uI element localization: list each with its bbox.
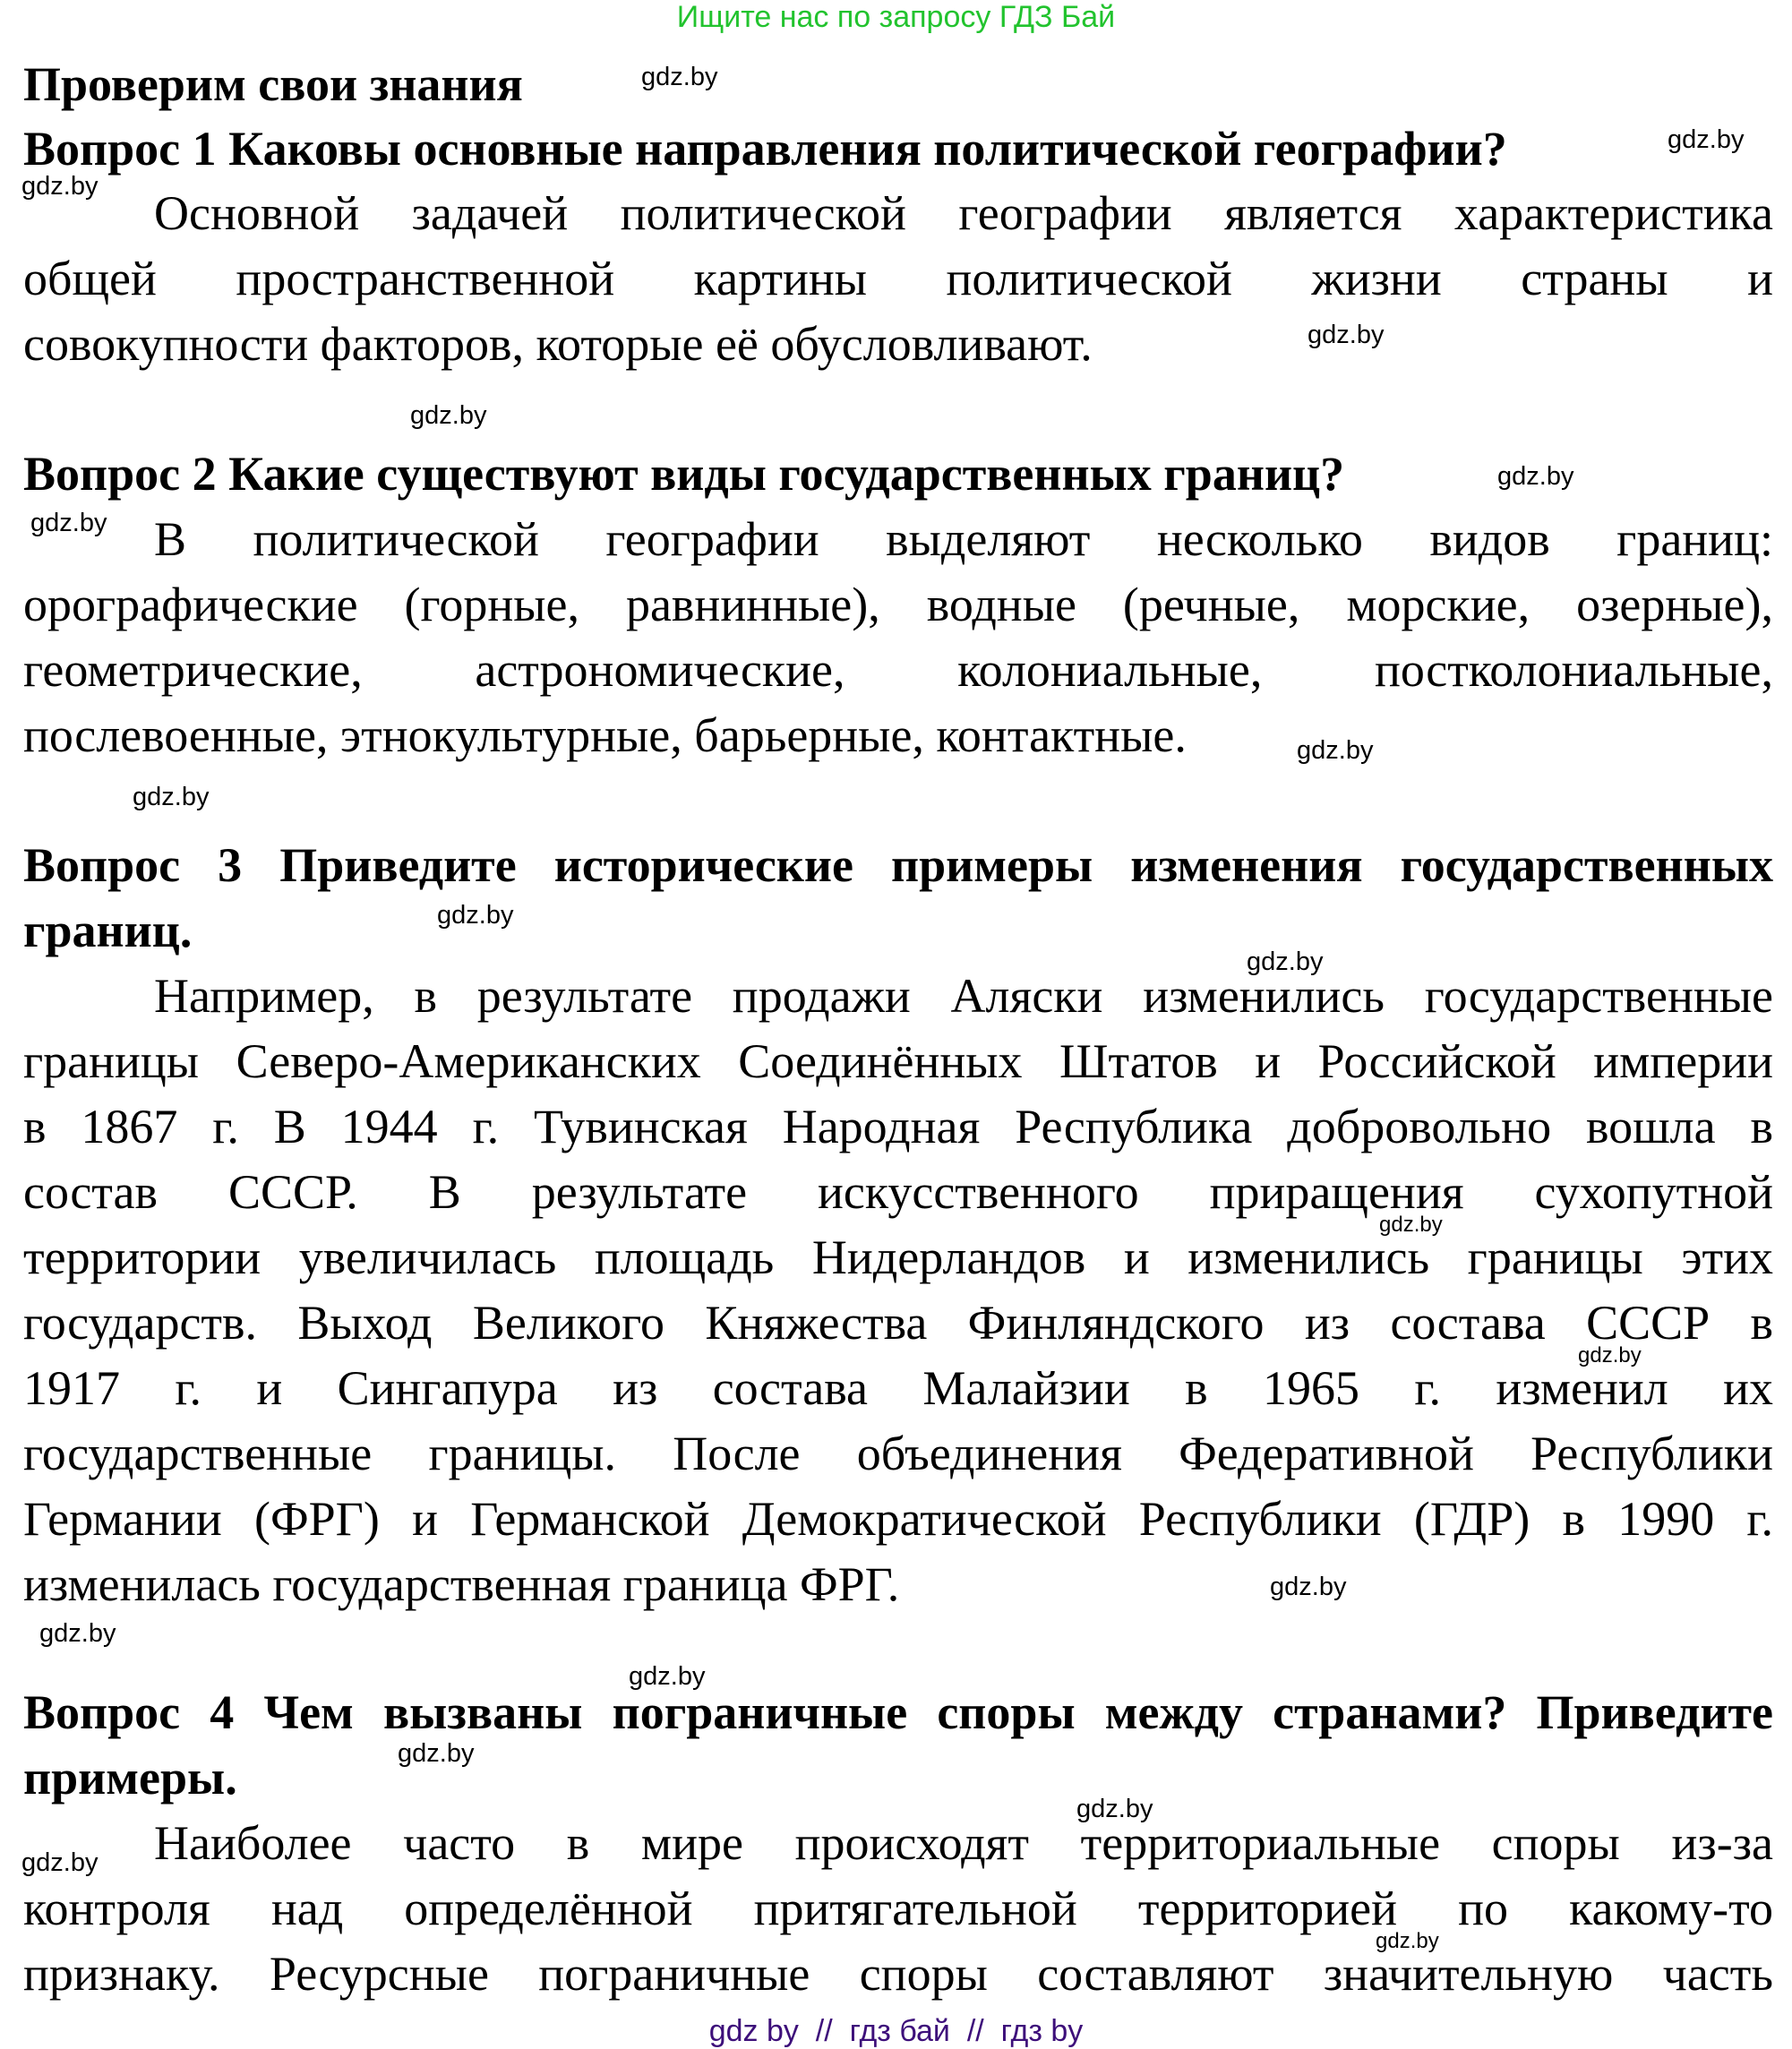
watermark: gdz.by [629,1662,706,1691]
question-4-answer-line: Наиболее часто в мире происходят территориальные споры из-за [154,1816,1773,1870]
question-3-heading: Вопрос 3 Приведите исторические примеры изменения государственных [23,838,1773,892]
question-3-answer-line: государств. Выход Великого Княжества Финляндского из состава СССР в [23,1296,1773,1350]
question-1-answer-line: Основной задачей политической географии является характеристика [154,186,1773,240]
watermark: gdz.by [1297,736,1374,765]
search-hint-banner: Ищите нас по запросу ГДЗ Бай [676,0,1116,34]
watermark: gdz.by [437,901,514,930]
watermark: gdz.by [30,509,107,537]
question-3-answer-line: Германии (ФРГ) и Германской Демократической Республики (ГДР) в 1990 г. [23,1492,1773,1546]
question-3-answer-line: границы Северо-Американских Соединённых Штатов и Российской империи [23,1034,1773,1088]
question-3-answer-line: в 1867 г. В 1944 г. Тувинская Народная Республика добровольно вошла в [23,1100,1773,1153]
watermark: gdz.by [1376,1929,1439,1953]
watermark: gdz.by [1270,1573,1347,1601]
section-title: Проверим свои знания [23,57,523,111]
question-2-answer-line: В политической географии выделяют несколько видов границ: [154,512,1773,566]
question-4-answer-line: признаку. Ресурсные пограничные споры составляют значительную часть [23,1947,1773,2001]
watermark: gdz.by [21,172,99,201]
question-1-answer-line: общей пространственной картины политической жизни страны и [23,252,1773,305]
question-3-answer-line: состав СССР. В результате искусственного приращения сухопутной [23,1165,1773,1219]
question-3-answer-line: изменилась государственная граница ФРГ. [23,1557,900,1611]
question-4-heading-cont: примеры. [23,1751,237,1805]
footer-watermark: gdz by // гдз бай // гдз by [708,2014,1084,2048]
question-3-answer-line: территории увеличилась площадь Нидерландов и изменились границы этих [23,1230,1773,1284]
watermark: gdz.by [21,1848,99,1877]
watermark: gdz.by [1668,125,1745,154]
question-3-heading-cont: границ. [23,904,193,957]
watermark: gdz.by [641,63,718,91]
question-2-heading: Вопрос 2 Какие существуют виды государственных границ? [23,447,1345,501]
question-4-answer-line: контроля над определённой притягательной территорией по какому-то [23,1882,1773,1935]
question-1-answer-line: совокупности факторов, которые её обусловливают. [23,317,1093,371]
question-3-answer-line: государственные границы. После объединения Федеративной Республики [23,1427,1773,1480]
watermark: gdz.by [398,1739,475,1768]
question-4-heading: Вопрос 4 Чем вызваны пограничные споры между странами? Приведите [23,1685,1773,1739]
watermark: gdz.by [1308,321,1385,349]
watermark: gdz.by [1578,1343,1642,1367]
question-1-heading: Вопрос 1 Каковы основные направления политической географии? [23,122,1507,176]
watermark: gdz.by [1379,1213,1443,1237]
question-3-answer-line: 1917 г. и Сингапура из состава Малайзии в 1965 г. изменил их [23,1361,1773,1415]
question-2-answer-line: послевоенные, этнокультурные, барьерные, контактные. [23,708,1187,762]
watermark: gdz.by [1497,462,1574,491]
question-2-answer-line: орографические (горные, равнинные), водные (речные, морские, озерные), [23,578,1773,631]
watermark: gdz.by [39,1619,116,1648]
watermark: gdz.by [1076,1795,1153,1823]
question-3-answer-line: Например, в результате продажи Аляски изменились государственные [154,969,1773,1023]
watermark: gdz.by [1247,947,1324,976]
watermark: gdz.by [410,401,487,430]
question-2-answer-line: геометрические, астрономические, колониальные, постколониальные, [23,643,1773,697]
watermark: gdz.by [133,783,210,811]
